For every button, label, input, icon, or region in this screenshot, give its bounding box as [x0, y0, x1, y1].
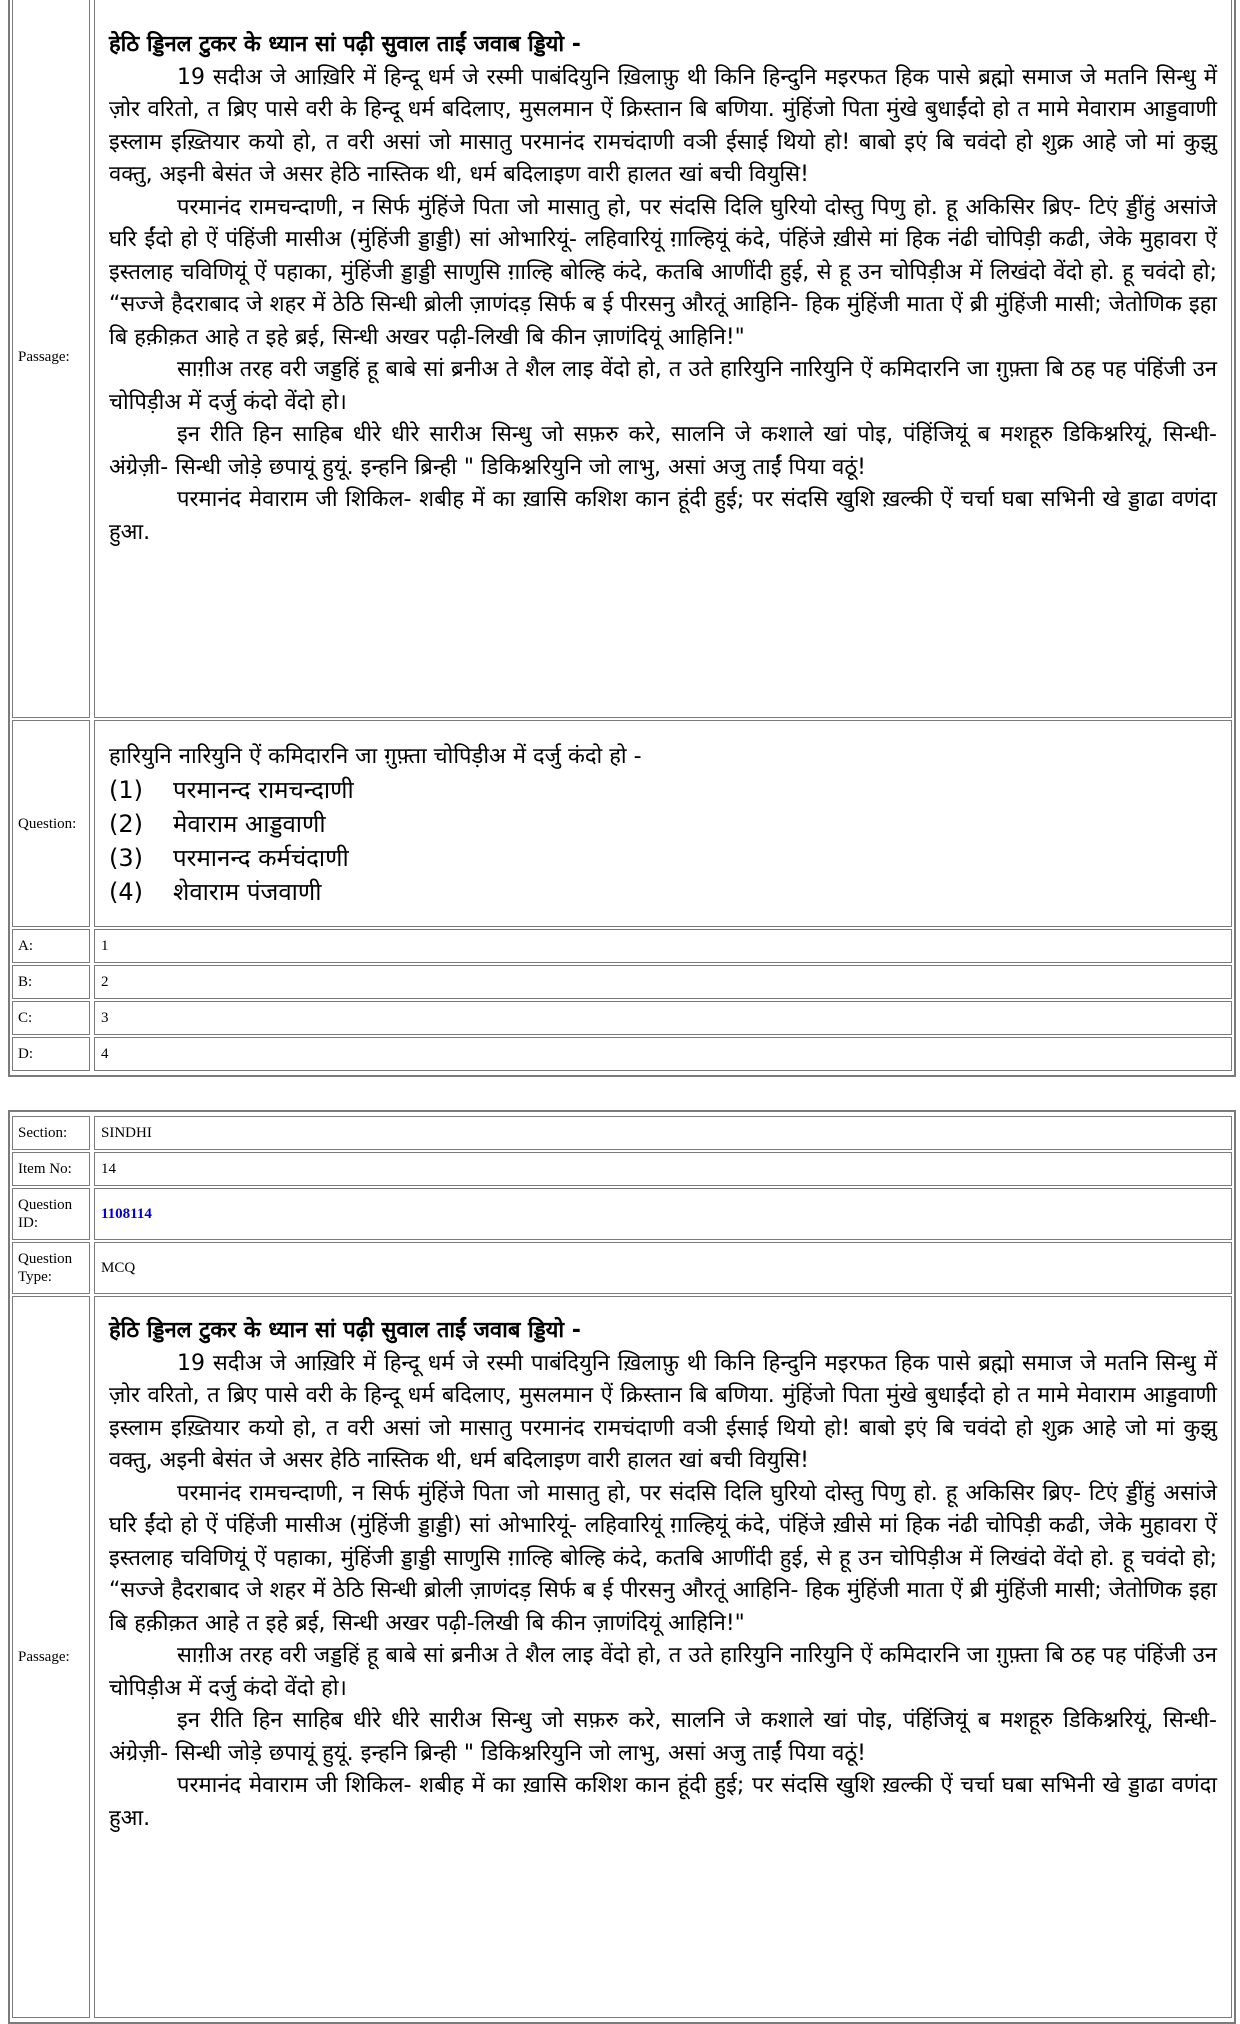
- question-label: Question:: [12, 720, 90, 927]
- passage-paragraph: 19 सदीअ जे आख़िरि में हिन्दू धर्म जे रस्मी पाबंदियुनि ख़िलाफ़ु थी किनि हिन्दुनि मइरफत हिक पासे ब्रह्मो समाज जे मतनि सिन्धु में ज़ोर वरितो, त ब्रिए पासे वरी के हिन्दू धर्म बदिलाए, मुसलमान ऐं क्रिस्तान बि बणिया. मुंहिंजो पिता मुंखे बुधाईंदो हो त मामे मेवाराम आड्डवाणी इस्लाम इख़्तियार कयो हो, त वरी असां जो मासातु परमानंद रामचंदाणी वञी ईसाई थियो हो! बाबो इएं बि चवंदो हो शुक्र आहे जो मां कुझु वक्तु, अइनी बेसंत जे असर हेठि नास्तिक थी, धर्म बदिलाइण वारी हालत खां बची वियुसि!: [109, 64, 1217, 187]
- question-text: हारियुनि नारियुनि ऐं कमिदारनि जा ग़ुफ़्ता चोपिड़ीअ में दर्जु कंदो हो -: [109, 744, 642, 769]
- answer-label: C:: [12, 1001, 90, 1035]
- passage-title: हेठि ड्डिनल टुकर के ध्यान सां पढ़ी सुवाल ताईं जवाब ड्डियो -: [109, 1318, 581, 1343]
- question-id-row: [12, 1188, 1232, 1240]
- section-label: Section:: [12, 1116, 90, 1150]
- section-value: SINDHI: [94, 1116, 1232, 1150]
- passage-paragraph: 19 सदीअ जे आख़िरि में हिन्दू धर्म जे रस्मी पाबंदियुनि ख़िलाफ़ु थी किनि हिन्दुनि मइरफत हिक पासे ब्रह्मो समाज जे मतनि सिन्धु में ज़ोर वरितो, त ब्रिए पासे वरी के हिन्दू धर्म बदिलाए, मुसलमान ऐं क्रिस्तान बि बणिया. मुंहिंजो पिता मुंखे बुधाईंदो हो त मामे मेवाराम आड्डवाणी इस्लाम इख़्तियार कयो हो, त वरी असां जो मासातु परमानंद रामचंदाणी वञी ईसाई थियो हो! बाबो इएं बि चवंदो हो शुक्र आहे जो मां कुझु वक्तु, अइनी बेसंत जे असर हेठि नास्तिक थी, धर्म बदिलाइण वारी हालत खां बची वियुसि!: [109, 1350, 1217, 1473]
- passage-label: Passage:: [12, 1296, 90, 2018]
- question-table-1: [8, 0, 1236, 1077]
- passage-paragraph: इन रीति हिन साहिब धीरे धीरे सारीअ सिन्धु जो सफ़रु करे, सालनि जे कशाले खां पोइ, पंहिंजियूं ब मशहूरु डिकिश्नरियूं, सिन्धी- अंग्रेज़ी- सिन्धी जोड़े छपायूं हुयूं. इन्हनि ब्रिन्ही " डिकिश्नरियुनि जो लाभु, असां अजु ताईं पिया वठूं!: [109, 422, 1217, 480]
- question-type-value: MCQ: [94, 1242, 1232, 1294]
- answer-row-c: [12, 1001, 1232, 1035]
- passage-paragraph: परमानंद रामचन्दाणी, न सिर्फ मुंहिंजे पिता जो मासातु हो, पर संदसि दिलि घुरियो दोस्तु पिणु हो. हू अकिसिर ब्रिए- टिएं ड्डींहुं असांजे घरि ईंदो हो ऐं पंहिंजी मासीअ (मुंहिंजी ड्डाड्डी) सां ओभारियूं- लहिवारियूं ग़ाल्हियूं कंदे, पंहिंजे ख़ीसे मां हिक नंढी चोपिड़ी कढी, जेके मुहावरा ऐं इस्तलाह चविणियूं ऐं पहाका, मुंहिंजी ड्डाड्डी साणुसि ग़ाल्हि बोल्हि कंदे, कतबि आणींदी हुई, से हू उन चोपिड़ीअ में लिखंदो वेंदो हो. हू चवंदो हो; “सज्जे हैदराबाद जे शहर में ठेठि सिन्धी ब्रोली ज़ाणंदड़ सिर्फ ब ई पीरसनु औरतूं आहिनि- हिक मुंहिंजी माता ऐं ब्री मुंहिंजी मासी; जेतोणिक इहा बि हक़ीक़त आहे त इहे ब्रई, सिन्धी अखर पढ़ी-लिखी बि कीन ज़ाणंदियूं आहिनि!": [109, 194, 1217, 350]
- option-3: (3) परमानन्द कर्मचंदाणी: [109, 844, 349, 872]
- passage-label: Passage:: [12, 0, 90, 718]
- question-id-label: Question ID:: [12, 1188, 90, 1240]
- option-2: (2) मेवाराम आड्डवाणी: [109, 810, 326, 838]
- passage-row: [12, 1296, 1232, 2018]
- answer-label: A:: [12, 929, 90, 963]
- question-type-row: [12, 1242, 1232, 1294]
- passage-paragraph: परमानंद मेवाराम जी शिकिल- शबीह में का ख़ासि कशिश कान हूंदी हुई; पर संदसि खुशि ख़ल्की ऐं चर्चा घबा सभिनी खे ड्डाढा वणंदा हुआ.: [109, 1773, 1217, 1831]
- option-4: (4) शेवाराम पंजवाणी: [109, 878, 322, 906]
- answer-label: B:: [12, 965, 90, 999]
- passage-content: [94, 0, 1232, 718]
- question-content: [94, 720, 1232, 927]
- answer-value: 2: [94, 965, 1232, 999]
- answer-row-b: [12, 965, 1232, 999]
- question-table-2: [8, 1110, 1236, 2024]
- option-1: (1) परमानन्द रामचन्दाणी: [109, 776, 354, 804]
- answer-row-d: [12, 1037, 1232, 1071]
- passage-paragraph: साग़ीअ तरह वरी जड्डहिं हू बाबे सां ब्रनीअ ते शैल लाइ वेंदो हो, त उते हारियुनि नारियुनि ऐं कमिदारनि जा ग़ुफ़्ता बि ठह पह पंहिंजी उन चोपिड़ीअ में दर्जु कंदो वेंदो हो।: [109, 357, 1217, 415]
- passage-paragraph: इन रीति हिन साहिब धीरे धीरे सारीअ सिन्धु जो सफ़रु करे, सालनि जे कशाले खां पोइ, पंहिंजियूं ब मशहूरु डिकिश्नरियूं, सिन्धी- अंग्रेज़ी- सिन्धी जोड़े छपायूं हुयूं. इन्हनि ब्रिन्ही " डिकिश्नरियुनि जो लाभु, असां अजु ताईं पिया वठूं!: [109, 1708, 1217, 1766]
- section-row: [12, 1116, 1232, 1150]
- question-type-label: Question Type:: [12, 1242, 90, 1294]
- passage-paragraph: परमानंद रामचन्दाणी, न सिर्फ मुंहिंजे पिता जो मासातु हो, पर संदसि दिलि घुरियो दोस्तु पिणु हो. हू अकिसिर ब्रिए- टिएं ड्डींहुं असांजे घरि ईंदो हो ऐं पंहिंजी मासीअ (मुंहिंजी ड्डाड्डी) सां ओभारियूं- लहिवारियूं ग़ाल्हियूं कंदे, पंहिंजे ख़ीसे मां हिक नंढी चोपिड़ी कढी, जेके मुहावरा ऐं इस्तलाह चविणियूं ऐं पहाका, मुंहिंजी ड्डाड्डी साणुसि ग़ाल्हि बोल्हि कंदे, कतबि आणींदी हुई, से हू उन चोपिड़ीअ में लिखंदो वेंदो हो. हू चवंदो हो; “सज्जे हैदराबाद जे शहर में ठेठि सिन्धी ब्रोली ज़ाणंदड़ सिर्फ ब ई पीरसनु औरतूं आहिनि- हिक मुंहिंजी माता ऐं ब्री मुंहिंजी मासी; जेतोणिक इहा बि हक़ीक़त आहे त इहे ब्रई, सिन्धी अखर पढ़ी-लिखी बि कीन ज़ाणंदियूं आहिनि!": [109, 1480, 1217, 1636]
- answer-value: 1: [94, 929, 1232, 963]
- passage-row: [12, 0, 1232, 718]
- item-row: [12, 1152, 1232, 1186]
- question-row: [12, 720, 1232, 927]
- item-value: 14: [94, 1152, 1232, 1186]
- answer-row-a: [12, 929, 1232, 963]
- passage-paragraph: परमानंद मेवाराम जी शिकिल- शबीह में का ख़ासि कशिश कान हूंदी हुई; पर संदसि खुशि ख़ल्की ऐं चर्चा घबा सभिनी खे ड्डाढा वणंदा हुआ.: [109, 487, 1217, 545]
- question-id-value: 1108114: [94, 1188, 1232, 1240]
- answer-value: 4: [94, 1037, 1232, 1071]
- answer-label: D:: [12, 1037, 90, 1071]
- passage-content: [94, 1296, 1232, 2018]
- passage-title: हेठि ड्डिनल टुकर के ध्यान सां पढ़ी सुवाल ताईं जवाब ड्डियो -: [109, 32, 581, 57]
- answer-value: 3: [94, 1001, 1232, 1035]
- passage-paragraph: साग़ीअ तरह वरी जड्डहिं हू बाबे सां ब्रनीअ ते शैल लाइ वेंदो हो, त उते हारियुनि नारियुनि ऐं कमिदारनि जा ग़ुफ़्ता बि ठह पह पंहिंजी उन चोपिड़ीअ में दर्जु कंदो वेंदो हो।: [109, 1643, 1217, 1701]
- item-label: Item No:: [12, 1152, 90, 1186]
